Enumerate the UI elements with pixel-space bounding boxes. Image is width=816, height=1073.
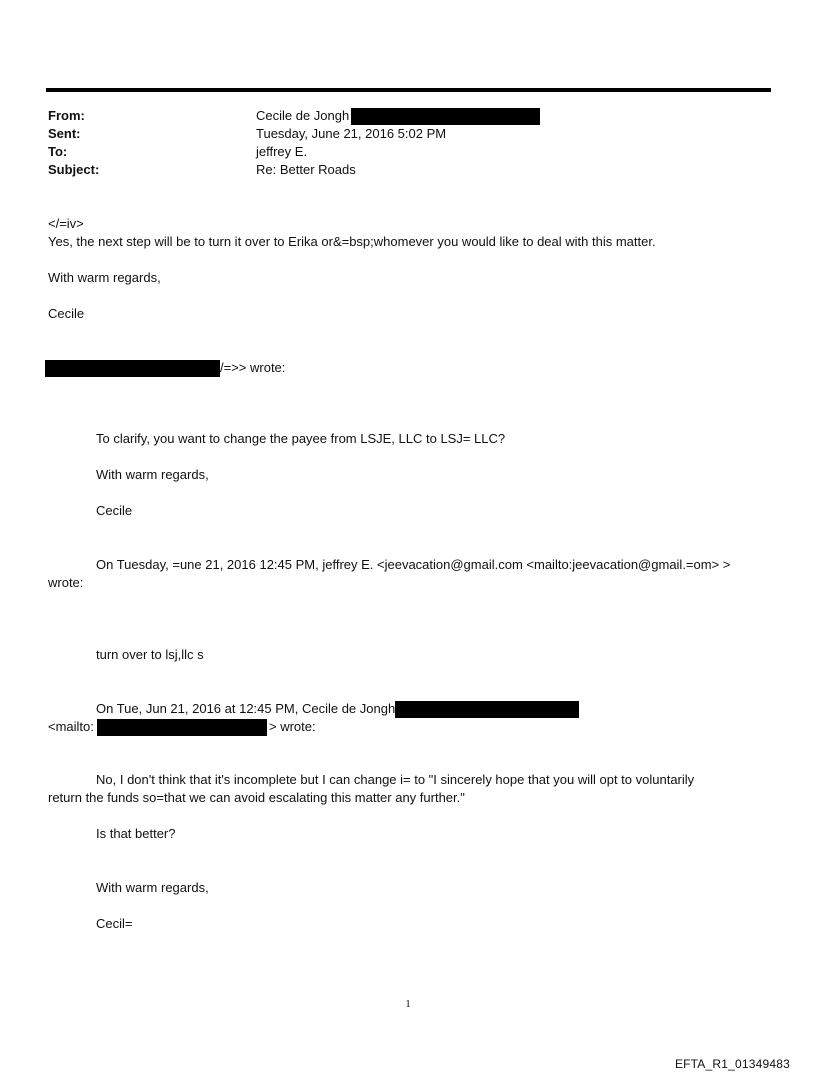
- body-line: Cecil=: [96, 916, 133, 931]
- body-line: <mailto:: [48, 719, 94, 734]
- page-number: 1: [405, 998, 411, 1010]
- to-label: To:: [48, 144, 68, 159]
- body-line: Cecile: [48, 306, 85, 321]
- document-id: EFTA_R1_01349483: [674, 1057, 790, 1071]
- redaction-sender: [45, 360, 220, 377]
- body-line: With warm regards,: [48, 270, 161, 285]
- sent-value: Tuesday, June 21, 2016 5:02 PM: [256, 126, 447, 141]
- body-line: With warm regards,: [96, 467, 209, 482]
- from-label: From:: [48, 108, 85, 123]
- sent-label: Sent:: [48, 126, 81, 141]
- body-line: On Tue, Jun 21, 2016 at 12:45 PM, Cecile de Jongh: [96, 701, 396, 716]
- body-line: To clarify, you want to change the payee from LSJE, LLC to LSJ= LLC?: [96, 431, 506, 446]
- redaction-mailto: [97, 719, 267, 736]
- subject-label: Subject:: [48, 162, 100, 177]
- body-line: Yes, the next step will be to turn it over to Erika or&=bsp;whomever you would like to deal with this matter.: [48, 234, 656, 249]
- body-line: > wrote:: [269, 719, 316, 734]
- body-line: wrote:: [48, 575, 84, 590]
- from-value: Cecile de Jongh: [256, 108, 350, 123]
- subject-value: Re: Better Roads: [256, 162, 356, 177]
- body-line: /=>> wrote:: [220, 360, 286, 375]
- body-line: return the funds so=that we can avoid escalating this matter any further.": [48, 790, 465, 805]
- redaction-email: [395, 701, 579, 718]
- body-line: Cecile: [96, 503, 133, 518]
- header-rule: [46, 88, 771, 92]
- redaction-from-email: [351, 108, 540, 125]
- body-line: Is that better?: [96, 826, 176, 841]
- body-line: On Tuesday, =une 21, 2016 12:45 PM, jeffrey E. <jeevacation@gmail.com <mailto:jeevacation@gmail.=om> >: [96, 557, 731, 572]
- to-value: jeffrey E.: [256, 144, 308, 159]
- body-line: No, I don't think that it's incomplete but I can change i= to "I sincerely hope that you will opt to voluntarily: [96, 772, 695, 787]
- body-line: turn over to lsj,llc s: [96, 647, 204, 662]
- body-line: </=iv>: [48, 216, 84, 231]
- body-line: With warm regards,: [96, 880, 209, 895]
